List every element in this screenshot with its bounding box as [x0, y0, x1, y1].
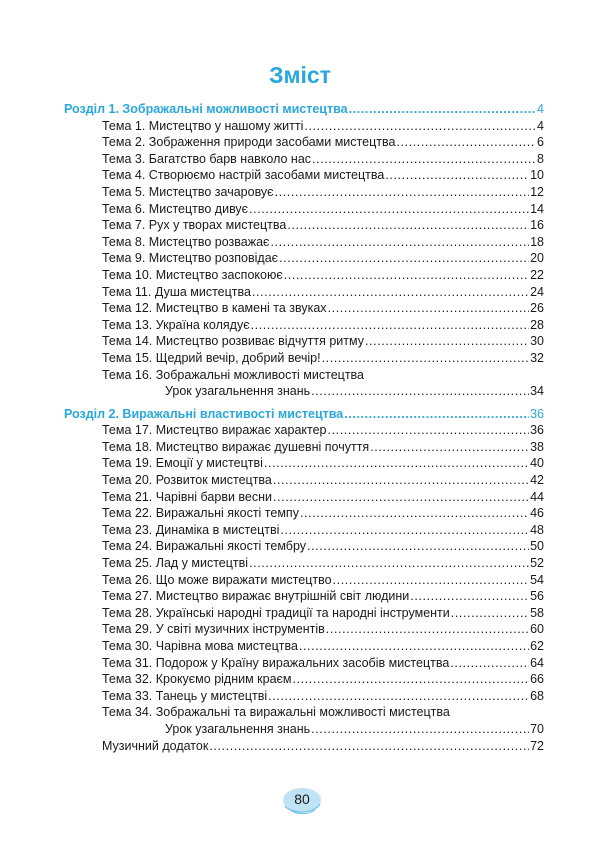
page-number-badge	[279, 786, 325, 816]
toc-item-label: Тема 11. Душа мистецтва	[102, 284, 251, 299]
toc-item-label: Тема 19. Емоції у мистецтві	[102, 456, 263, 471]
dot-leader	[328, 422, 530, 439]
section-heading-page: 36	[530, 406, 544, 421]
toc-item-page: 52	[530, 556, 544, 571]
toc-item-label: Тема 24. Виражальні якості тембру	[102, 539, 307, 554]
dot-leader	[275, 184, 530, 201]
toc-item	[64, 572, 544, 589]
dot-leader	[344, 406, 529, 423]
toc-item-label: Тема 4. Створюємо настрій засобами мистецтва	[102, 168, 385, 183]
toc-item-page: 54	[530, 572, 544, 587]
section-heading	[64, 101, 544, 118]
toc-item-page: 56	[530, 589, 544, 604]
toc-item-label: Тема 6. Мистецтво дивує	[102, 201, 249, 216]
toc-item-page: 18	[530, 234, 544, 249]
toc-item	[64, 439, 544, 456]
toc-item-label: Тема 29. У світі музичних інструментів	[102, 622, 325, 637]
toc-item	[64, 284, 544, 301]
toc-appendix-page: 72	[530, 738, 544, 753]
toc-item	[64, 538, 544, 555]
toc-item	[64, 472, 544, 489]
toc-item-page: 66	[530, 672, 544, 687]
toc-subitem	[64, 721, 544, 738]
toc-subitem-page: 70	[530, 721, 544, 736]
toc-item-label: Тема 23. Динаміка в мистецтві	[102, 522, 280, 537]
toc-item-label: Тема 21. Чарівні барви весни	[102, 489, 273, 504]
toc-item-page: 24	[530, 284, 544, 299]
dot-leader	[311, 721, 529, 738]
toc-item-label: Тема 5. Мистецтво зачаровує	[102, 184, 274, 199]
dot-leader	[326, 621, 529, 638]
toc-item-page: 68	[530, 688, 544, 703]
toc-item	[64, 555, 544, 572]
toc-item-label: Тема 26. Що може виражати мистецтво	[102, 572, 332, 587]
toc-item	[64, 201, 544, 218]
toc-item	[64, 350, 544, 367]
toc-subitem-label: Урок узагальнення знань	[165, 384, 311, 399]
dot-leader	[450, 655, 529, 672]
toc-item-label: Тема 17. Мистецтво виражає характер	[102, 423, 327, 438]
toc-item	[64, 118, 544, 135]
dot-leader	[273, 489, 529, 506]
toc-item	[64, 333, 544, 350]
toc-item	[64, 300, 544, 317]
dot-leader	[209, 738, 529, 755]
section-heading-label: Розділ 2. Виражальні властивості мистецтва	[64, 406, 344, 421]
dot-leader	[279, 250, 529, 267]
toc-item	[64, 671, 544, 688]
toc-item-page: 60	[530, 622, 544, 637]
dot-leader	[322, 350, 529, 367]
toc-item-label: Тема 14. Мистецтво розвиває відчуття ритму	[102, 334, 364, 349]
toc-subitem	[64, 383, 544, 400]
toc-item	[64, 455, 544, 472]
dot-leader	[370, 439, 529, 456]
table-of-contents	[64, 101, 544, 754]
dot-leader	[410, 588, 529, 605]
toc-item	[64, 267, 544, 284]
dot-leader	[299, 638, 529, 655]
toc-item-page: 8	[537, 151, 544, 166]
toc-item-page: 26	[530, 301, 544, 316]
toc-item	[64, 217, 544, 234]
toc-item	[64, 489, 544, 506]
toc-item-label: Тема 25. Лад у мистецтві	[102, 556, 249, 571]
toc-item-page: 4	[537, 118, 544, 133]
dot-leader	[270, 234, 529, 251]
toc-item-label: Тема 30. Чарівна мова мистецтва	[102, 639, 298, 653]
dot-leader	[273, 472, 529, 489]
dot-leader	[328, 300, 530, 317]
toc-item	[64, 367, 544, 384]
toc-item	[64, 605, 544, 622]
dot-leader	[333, 572, 530, 589]
toc-item-page: 46	[530, 506, 544, 521]
dot-leader	[251, 317, 530, 334]
toc-item-label: Тема 27. Мистецтво виражає внутрішній світ людини	[102, 589, 410, 604]
toc-item-page: 16	[530, 218, 544, 233]
toc-item	[64, 704, 544, 721]
toc-item-page: 42	[530, 473, 544, 488]
toc-item	[64, 151, 544, 168]
toc-item-label: Тема 2. Зображення природи засобами мистецтва	[102, 135, 396, 150]
toc-item	[64, 655, 544, 672]
section-heading	[64, 406, 544, 423]
toc-item-page: 36	[530, 423, 544, 438]
dot-leader	[300, 505, 529, 522]
toc-item-label: Тема 15. Щедрий вечір, добрий вечір!	[102, 350, 321, 365]
toc-appendix-label: Музичний додаток	[102, 738, 209, 753]
dot-leader	[249, 555, 529, 572]
toc-item-label: Тема 8. Мистецтво розважає	[102, 234, 270, 249]
toc-item-page: 6	[537, 135, 544, 150]
toc-item-page: 20	[530, 251, 544, 266]
toc-item-page: 32	[530, 350, 544, 365]
dot-leader	[304, 118, 536, 135]
dot-leader	[396, 134, 536, 151]
toc-item-label: Тема 1. Мистецтво у нашому житті	[102, 118, 304, 133]
dot-leader	[312, 151, 536, 168]
toc-item	[64, 422, 544, 439]
toc-item-label: Тема 20. Розвиток мистецтва	[102, 473, 272, 488]
dot-leader	[252, 284, 529, 301]
toc-item-page: 50	[530, 539, 544, 554]
toc-item-page: 64	[530, 655, 544, 670]
toc-item-label: Тема 28. Українські народні традиції та народні інструменти	[102, 605, 450, 620]
page-number: 80	[294, 791, 310, 807]
dot-leader	[268, 688, 529, 705]
toc-item-label: Тема 32. Крокуємо рідним краєм	[102, 672, 292, 687]
page-title: Зміст	[269, 62, 331, 88]
toc-item	[64, 522, 544, 539]
toc-item-label: Тема 3. Багатство барв навколо нас	[102, 151, 312, 166]
toc-item	[64, 250, 544, 267]
toc-item	[64, 621, 544, 638]
dot-leader	[365, 333, 529, 350]
toc-item	[64, 588, 544, 605]
toc-item-label: Тема 9. Мистецтво розповідає	[102, 251, 279, 266]
toc-item-label: Тема 33. Танець у мистецтві	[102, 688, 268, 703]
toc-item	[64, 234, 544, 251]
toc-item-label: Тема 16. Зображальні можливості мистецтва	[102, 367, 365, 382]
dot-leader	[264, 455, 529, 472]
toc-item-label: Тема 31. Подорож у Країну виражальних засобів мистецтва	[102, 655, 450, 670]
toc-appendix	[64, 738, 544, 755]
toc-item	[64, 505, 544, 522]
dot-leader	[385, 167, 529, 184]
toc-item	[64, 167, 544, 184]
toc-item	[64, 134, 544, 151]
toc-item-page: 14	[530, 201, 544, 216]
toc-item-page: 28	[530, 317, 544, 332]
toc-item-label: Тема 18. Мистецтво виражає душевні почуття	[102, 439, 370, 454]
toc-item-label: Тема 12. Мистецтво в камені та звуках	[102, 301, 327, 316]
toc-item	[64, 317, 544, 334]
toc-item	[64, 184, 544, 201]
dot-leader	[293, 671, 530, 688]
toc-item	[64, 638, 544, 655]
toc-item-page: 38	[530, 439, 544, 454]
toc-item-label: Тема 10. Мистецтво заспокоює	[102, 267, 283, 282]
toc-item-label: Тема 34. Зображальні та виражальні можливості мистецтва	[102, 705, 450, 720]
toc-item-page: 12	[530, 184, 544, 199]
toc-item-page: 58	[530, 605, 544, 620]
toc-item-page: 30	[530, 334, 544, 349]
toc-item-page: 40	[530, 456, 544, 471]
toc-item-page: 48	[530, 522, 544, 537]
section-heading-label: Розділ 1. Зображальні можливості мистецтва	[64, 102, 348, 116]
toc-item-label: Тема 7. Рух у творах мистецтва	[102, 218, 287, 233]
dot-leader	[311, 383, 529, 400]
dot-leader	[287, 217, 529, 234]
dot-leader	[307, 538, 529, 555]
toc-item-label: Тема 22. Виражальні якості темпу	[102, 506, 299, 521]
toc-subitem-page: 34	[530, 384, 544, 399]
toc-subitem-label: Урок узагальнення знань	[165, 721, 311, 736]
dot-leader	[249, 201, 529, 218]
toc-item-page: 22	[530, 267, 544, 282]
toc-item-page: 44	[530, 489, 544, 504]
dot-leader	[349, 101, 536, 118]
dot-leader	[451, 605, 529, 622]
dot-leader	[280, 522, 529, 539]
section-heading-page: 4	[537, 102, 544, 116]
toc-item	[64, 688, 544, 705]
toc-item-page: 10	[530, 168, 544, 183]
toc-item-page: 62	[530, 639, 544, 653]
dot-leader	[284, 267, 529, 284]
toc-item-label: Тема 13. Україна колядує	[102, 317, 250, 332]
